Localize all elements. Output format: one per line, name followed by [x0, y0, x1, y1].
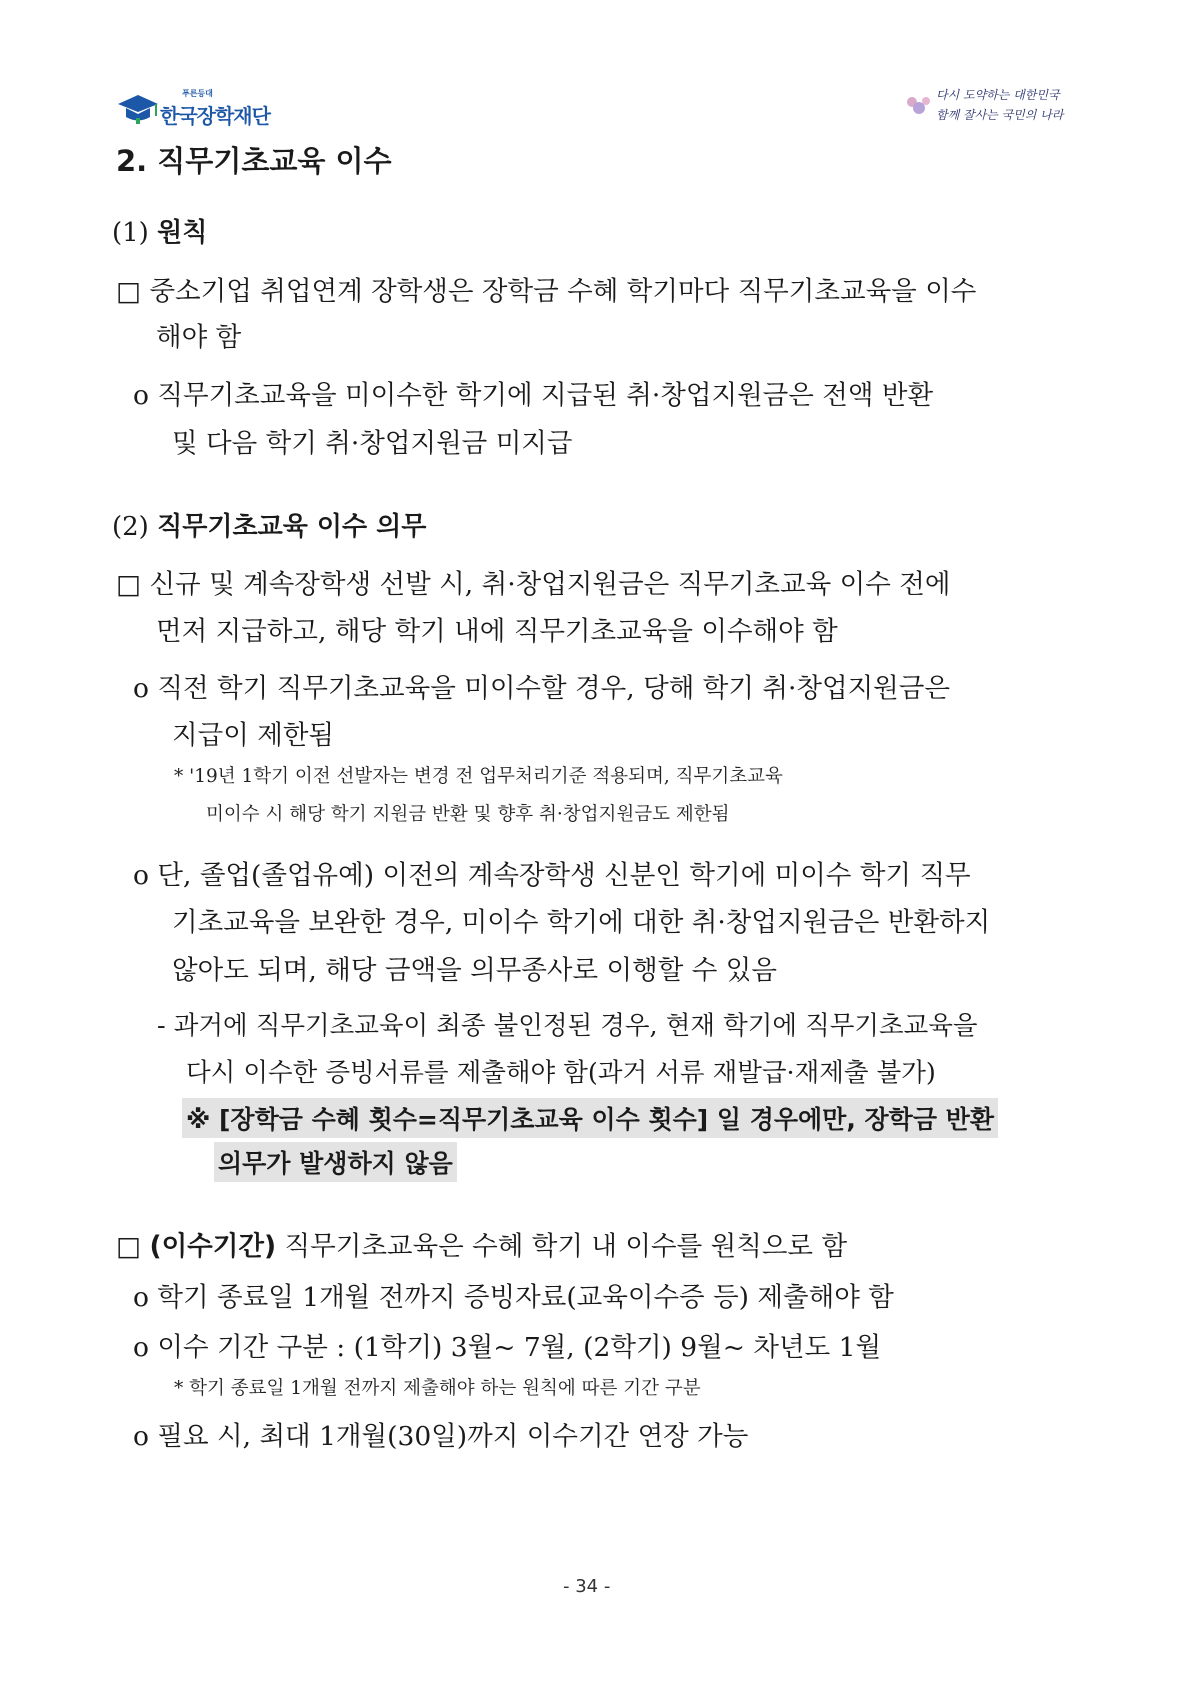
kosaf-logo: [116, 88, 296, 130]
bullet-5: o 이수 기간 구분 : (1학기) 3월~ 7월, (2학기) 9월~ 차년도 1월: [133, 1332, 882, 1363]
bullet-2: o 직전 학기 직무기초교육을 미이수할 경우, 당해 학기 취·창업지원금은: [133, 673, 950, 704]
bullet-1-cont: 및 다음 학기 취·창업지원금 미지급: [172, 428, 573, 459]
reference-note-cont: 의무가 발생하지 않음: [214, 1142, 457, 1182]
paragraph-box-1-cont: 해야 함: [156, 322, 242, 353]
bullet-2-cont: 지급이 제한됨: [172, 720, 335, 751]
section-title: 2. 직무기초교육 이수: [116, 144, 392, 178]
bullet-6: o 필요 시, 최대 1개월(30일)까지 이수기간 연장 가능: [133, 1421, 749, 1452]
period-label: (이수기간): [149, 1231, 277, 1262]
footnote-1-cont: 미이수 시 해당 학기 지원금 반환 및 향후 취·창업지원금도 제한됨: [206, 804, 730, 825]
bullet-3: o 단, 졸업(졸업유예) 이전의 계속장학생 신분인 학기에 미이수 학기 직무: [133, 860, 971, 891]
subsection-number: (1): [112, 218, 149, 248]
page-number: - 34 -: [563, 1576, 611, 1597]
subsection-title: 원칙: [157, 218, 208, 248]
paragraph-box-2-cont: 먼저 지급하고, 해당 학기 내에 직무기초교육을 이수해야 함: [156, 616, 838, 647]
subsection-title: 직무기초교육 이수 의무: [157, 512, 427, 542]
footnote-1: * '19년 1학기 이전 선발자는 변경 전 업무처리기준 적용되며, 직무기초교육: [174, 766, 783, 787]
bullet-1: o 직무기초교육을 미이수한 학기에 지급된 취·창업지원금은 전액 반환: [133, 380, 934, 411]
period-text: 직무기초교육은 수혜 학기 내 이수를 원칙으로 함: [276, 1231, 848, 1262]
bullet-4: o 학기 종료일 1개월 전까지 증빙자료(교육이수증 등) 제출해야 함: [133, 1282, 894, 1313]
logo-name: 한국장학재단: [160, 104, 270, 128]
slogan-emblem-icon: [904, 92, 934, 118]
paragraph-box-2: □ 신규 및 계속장학생 선발 시, 취·창업지원금은 직무기초교육 이수 전에: [116, 569, 951, 600]
slogan-line-2: 함께 잘사는 국민의 나라: [936, 108, 1064, 122]
checkbox-bullet: □: [116, 1231, 150, 1262]
dash-item-cont: 다시 이수한 증빙서류를 제출해야 함(과거 서류 재발급·재제출 불가): [186, 1058, 936, 1088]
subsection-heading-1: [112, 212, 207, 249]
paragraph-box-3: [116, 1224, 847, 1263]
dash-item: - 과거에 직무기초교육이 최종 불인정된 경우, 현재 학기에 직무기초교육을: [157, 1011, 978, 1041]
paragraph-box-1: □ 중소기업 취업연계 장학생은 장학금 수혜 학기마다 직무기초교육을 이수: [116, 276, 977, 307]
bullet-3-cont-2: 않아도 되며, 해당 금액을 의무종사로 이행할 수 있음: [172, 955, 777, 986]
footnote-2: * 학기 종료일 1개월 전까지 제출해야 하는 원칙에 따른 기간 구분: [174, 1378, 701, 1399]
logo-tagline: 푸른등대: [182, 89, 213, 98]
graduation-cap-icon: [116, 92, 160, 126]
slogan: [898, 84, 1098, 134]
bullet-3-cont-1: 기초교육을 보완한 경우, 미이수 학기에 대한 취·창업지원금은 반환하지: [172, 907, 991, 938]
reference-note: ※ [장학금 수혜 횟수=직무기초교육 이수 횟수] 일 경우에만, 장학금 반환: [182, 1098, 998, 1138]
subsection-heading-2: [112, 506, 426, 543]
slogan-line-1: 다시 도약하는 대한민국: [936, 88, 1060, 102]
subsection-number: (2): [112, 512, 149, 542]
